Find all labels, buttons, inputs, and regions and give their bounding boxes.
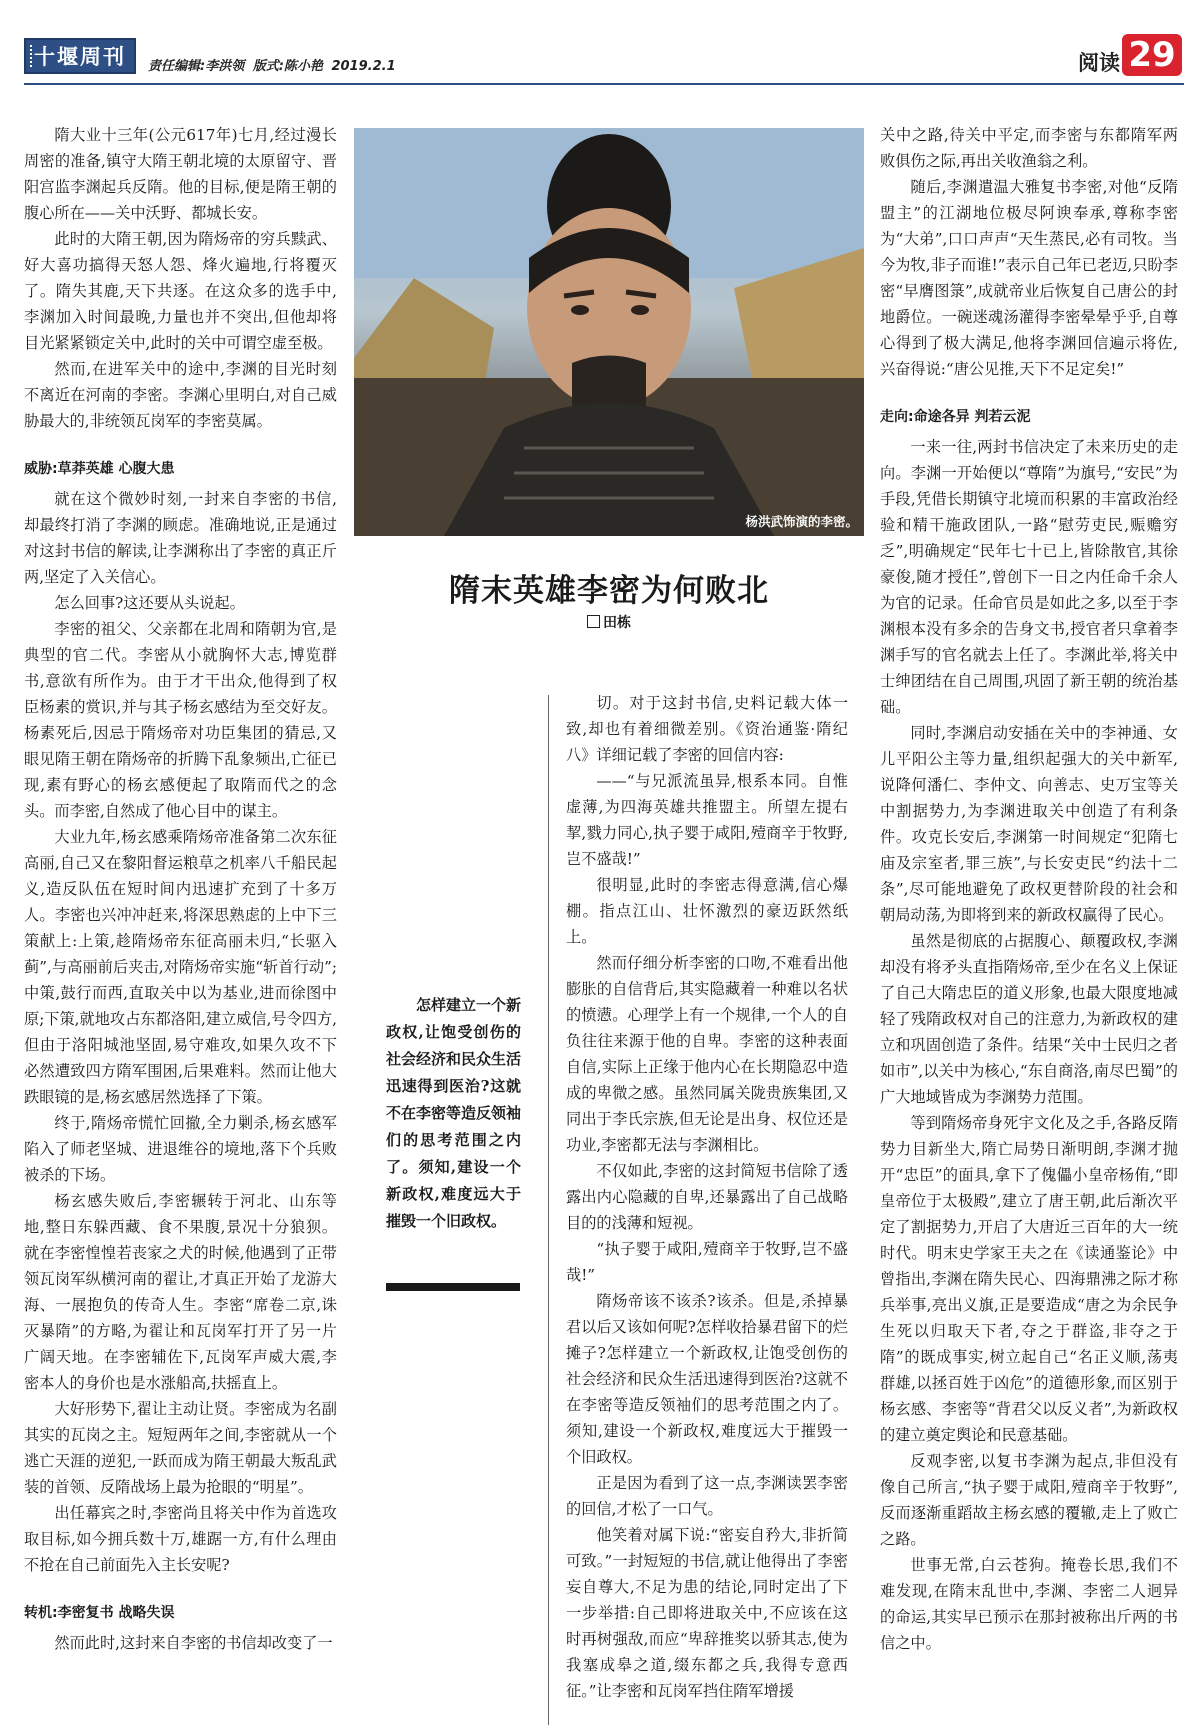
paragraph: 同时,李渊启动安插在关中的李神通、女儿平阳公主等力量,组织起强大的关中新军,说降何潘仁、李仲文、向善志、史万宝等关中割据势力,为李渊进取关中创造了有利条件。攻克长安后,李渊第一时间规定“犯隋七庙及宗室者,罪三族”,与长安吏民“约法十二条”,尽可能地避免了政权更替阶段的社会和朝局动荡,为即将到来的新政权赢得了民心。 <box>880 724 1178 924</box>
paragraph: 然而仔细分析李密的口吻,不难看出他膨胀的自信背后,其实隐藏着一种难以名状的愤懑。心理学上有一个规律,一个人的自负往往来源于他的自卑。李密的这种表面自信,实际上正缘于他内心在长期隐忍中造成的卑微之感。虽然同属关陇贵族集团,又同出于李氏宗族,但无论是出身、权位还是功业,李密都无法与李渊相比。 <box>566 954 848 1154</box>
paragraph: 切。对于这封书信,史料记载大体一致,却也有着细微差别。《资治通鉴·隋纪八》详细记载了李密的回信内容: <box>566 694 848 764</box>
portrait-photo <box>354 128 864 536</box>
paragraph: 李密的祖父、父亲都在北周和隋朝为官,是典型的官二代。李密从小就胸怀大志,博览群书,意欲有所作为。由于才干出众,他得到了权臣杨素的赏识,并与其子杨玄感结为至交好友。杨素死后,因忌于隋炀帝对功臣集团的猜忌,又眼见隋王朝在隋炀帝的折腾下乱象频出,亡征已现,素有野心的杨玄感便起了取隋而代之的念头。而李密,自然成了他心目中的谋主。 <box>24 620 337 820</box>
section-label: 阅读 <box>1078 51 1120 75</box>
column-divider <box>548 695 549 1725</box>
paragraph: 很明显,此时的李密志得意满,信心爆棚。指点江山、壮怀激烈的豪迈跃然纸上。 <box>566 876 848 946</box>
right-eye <box>631 305 649 315</box>
paragraph: 隋大业十三年(公元617年)七月,经过漫长周密的准备,镇守大隋王朝北境的太原留守、晋阳宫监李渊起兵反隋。他的目标,便是隋王朝的腹心所在——关中沃野、都城长安。 <box>24 126 337 222</box>
paragraph: 虽然是彻底的占据腹心、颠覆政权,李渊却没有将矛头直指隋炀帝,至少在名义上保证了自己大隋忠臣的道义形象,也最大限度地减轻了残隋政权对自己的注意力,为新政权的建立和巩固创造了条件。结果“关中士民归之者如市”,以关中为核心,“东自商洛,南尽巴蜀”的广大地域皆成为李渊势力范围。 <box>880 932 1178 1106</box>
newspaper-logo <box>24 38 136 74</box>
section-subheading: 走向:命途各异 判若云泥 <box>880 409 1031 425</box>
paragraph: 就在这个微妙时刻,一封来自李密的书信,却最终打消了李渊的顾虑。准确地说,正是通过对这封书信的解读,让李渊称出了李密的真正斤两,坚定了入关信心。 <box>24 490 337 586</box>
paragraph: 怎么回事?这还要从头说起。 <box>54 594 245 612</box>
paragraph: 出任幕宾之时,李密尚且将关中作为首选攻取目标,如今拥兵数十万,雄踞一方,有什么理由不抢在自己前面先入主长安呢? <box>24 1504 337 1574</box>
paragraph: 随后,李渊遣温大雅复书李密,对他“反隋盟主”的江湖地位极尽阿谀奉承,尊称李密为“大弟”,口口声声“天生蒸民,必有司牧。当今为牧,非子而谁!”表示自己年已老迈,只盼李密“早膺图箓”,成就帝业后恢复自己唐公的封地爵位。一碗迷魂汤灌得李密晕晕乎乎,自尊心得到了极大满足,他将李渊回信遍示将佐,兴奋得说:“唐公见推,天下不足定矣!” <box>880 178 1178 378</box>
paragraph: 大业九年,杨玄感乘隋炀帝准备第二次东征高丽,自己又在黎阳督运粮草之机率八千船民起义,造反队伍在短时间内迅速扩充到了十多万人。李密也兴冲冲赶来,将深思熟虑的上中下三策献上:上策,趁隋炀帝东征高丽未归,“长驱入蓟”,与高丽前后夹击,对隋炀帝实施“斩首行动”;中策,鼓行而西,直取关中以为基业,进而徐图中原;下策,就地攻占东都洛阳,建立威信,号令四方,但由于洛阳城池坚固,易守难攻,如果久攻不下必然遭致四方隋军围困,后果难料。然而让他大跌眼镜的是,杨玄感居然选择了下策。 <box>24 828 337 1106</box>
pull-quote-bar <box>386 1283 520 1291</box>
article-title: 隋末英雄李密为何败北 <box>449 573 769 609</box>
paragraph: 一来一往,两封书信决定了未来历史的走向。李渊一开始便以“尊隋”为旗号,“安民”为手段,凭借长期镇守北境而积累的丰富政治经验和精干施政团队,一路“慰劳吏民,赈赡穷乏”,明确规定“民年七十已上,皆除散官,其徐豪俊,随才授任”,曾创下一日之内任命千余人为官的记录。任命官员是如此之多,以至于李渊根本没有多余的告身文书,授官者只拿着李渊手写的官名就去上任了。李渊此举,将关中士绅团结在自己周围,巩固了新王朝的统治基础。 <box>880 438 1178 716</box>
header-info <box>148 55 400 74</box>
editor-credit: 责任编辑:李洪领 <box>148 59 245 74</box>
paragraph: ——“与兄派流虽异,根系本同。自惟虚薄,为四海英雄共推盟主。所望左提右挈,戮力同心,执子婴于咸阳,殪商辛于牧野,岂不盛哉!” <box>566 772 848 868</box>
paragraph: 世事无常,白云苍狗。掩卷长思,我们不难发现,在隋末乱世中,李渊、李密二人迥异的命运,其实早已预示在那封被称出斤两的书信之中。 <box>880 1556 1178 1652</box>
paragraph: 杨玄感失败后,李密辗转于河北、山东等地,整日东躲西藏、食不果腹,景况十分狼狈。就在李密惶惶若丧家之犬的时候,他遇到了正带领瓦岗军纵横河南的翟让,才真正开始了龙游大海、一展抱负的传奇人生。李密“席卷二京,诛灭暴隋”的方略,为翟让和瓦岗军打开了另一片广阔天地。在李密辅佐下,瓦岗军声威大震,李密本人的身价也是水涨船高,扶摇直上。 <box>24 1192 337 1392</box>
paragraph: 正是因为看到了这一点,李渊读罢李密的回信,才松了一口气。 <box>566 1474 848 1518</box>
header-rule <box>24 83 1184 85</box>
byline-box-icon <box>587 615 600 628</box>
page-number: 29 <box>1122 34 1182 76</box>
issue-date: 2019.2.1 <box>331 59 396 74</box>
pull-quote: 怎样建立一个新政权,让饱受创伤的社会经济和民众生活迅速得到医治?这就不在李密等造反领袖们的思考范围之内了。须知,建设一个新政权,难度远大于摧毁一个旧政权。 <box>386 996 522 1230</box>
photo-caption: 杨洪武饰演的李密。 <box>745 514 858 529</box>
paragraph: 然而,在进军关中的途中,李渊的目光时刻不离近在河南的李密。李渊心里明白,对自己威胁最大的,非统领瓦岗军的李密莫属。 <box>24 360 337 430</box>
portrait-illustration <box>354 128 864 536</box>
layout-credit: 版式:陈小艳 <box>252 59 323 74</box>
paragraph: 关中之路,待关中平定,而李密与东都隋军两败俱伤之际,再出关收渔翁之利。 <box>880 126 1178 170</box>
paragraph: 然而此时,这封来自李密的书信却改变了一 <box>54 1634 333 1652</box>
section-subheading: 威胁:草莽英雄 心腹大患 <box>24 461 175 477</box>
author-name: 田栋 <box>603 615 631 631</box>
byline <box>354 612 864 632</box>
paragraph: 等到隋炀帝身死宇文化及之手,各路反隋势力目新坐大,隋亡局势日渐明朗,李渊才抛开“忠臣”的面具,拿下了傀儡小皇帝杨侑,“即皇帝位于太极殿”,建立了唐王朝,此后渐次平定了割据势力,开启了大唐近三百年的大一统时代。明末史学家王夫之在《读通鉴论》中曾指出,李渊在隋失民心、四海鼎沸之际才称兵举事,亮出义旗,正是要造成“唐之为余民争生死以归取天下者,夺之于群盗,非夺之于隋”的既成事实,树立起自己“名正义顺,荡夷群雄,以拯百姓于凶危”的道德形象,而区别于杨玄感、李密等“背君父以反义者”,为新政权的建立奠定舆论和民意基础。 <box>880 1114 1178 1444</box>
logo-text: 十堰周刊 <box>34 44 126 69</box>
paragraph: 他笑着对属下说:“密妄自矜大,非折简可致。”一封短短的书信,就让他得出了李密妄自尊大,不足为患的结论,同时定出了下一步举措:自己即将进取关中,不应该在这时再树强敌,而应“卑辞推奖以骄其志,使为我塞成皋之道,缀东都之兵,我得专意西征。”让李密和瓦岗军挡住隋军增援 <box>566 1526 848 1700</box>
logo-mark-icon <box>30 45 35 67</box>
left-eye <box>571 305 589 315</box>
paragraph: 隋炀帝该不该杀?该杀。但是,杀掉暴君以后又该如何呢?怎样收拾暴君留下的烂摊子?怎样建立一个新政权,让饱受创伤的社会经济和民众生活迅速得到医治?这就不在李密等造反领袖们的思考范围之内了。须知,建设一个新政权,难度远大于摧毁一个旧政权。 <box>566 1292 848 1466</box>
paragraph: 此时的大隋王朝,因为隋炀帝的穷兵黩武、好大喜功搞得天怒人怨、烽火遍地,行将覆灭了。隋失其鹿,天下共逐。在这众多的选手中,李渊加入时间最晚,力量也并不突出,但他却将目光紧紧锁定关中,此时的关中可谓空虚至极。 <box>24 230 337 352</box>
paragraph: “执子婴于咸阳,殪商辛于牧野,岂不盛哉!” <box>566 1240 848 1284</box>
column-1 <box>24 122 337 1656</box>
paragraph: 不仅如此,李密的这封简短书信除了透露出内心隐藏的自卑,还暴露出了自己战略目的的浅薄和短视。 <box>566 1162 848 1232</box>
paragraph: 大好形势下,翟让主动让贤。李密成为名副其实的瓦岗之主。短短两年之间,李密就从一个逃亡天涯的逆犯,一跃而成为隋王朝最大叛乱武装的首领、反隋战场上最为抢眼的“明星”。 <box>24 1400 337 1496</box>
paragraph: 终于,隋炀帝慌忙回撤,全力剿杀,杨玄感军陷入了师老坚城、进退维谷的境地,落下个兵败被杀的下场。 <box>24 1114 337 1184</box>
column-3 <box>566 690 848 1704</box>
column-4 <box>880 122 1178 1656</box>
section-subheading: 转机:李密复书 战略失误 <box>24 1605 175 1621</box>
paragraph: 反观李密,以复书李渊为起点,非但没有像自己所言,“执子婴于咸阳,殪商辛于牧野”,反而逐渐重蹈故主杨玄感的覆辙,走上了败亡之路。 <box>880 1452 1178 1548</box>
